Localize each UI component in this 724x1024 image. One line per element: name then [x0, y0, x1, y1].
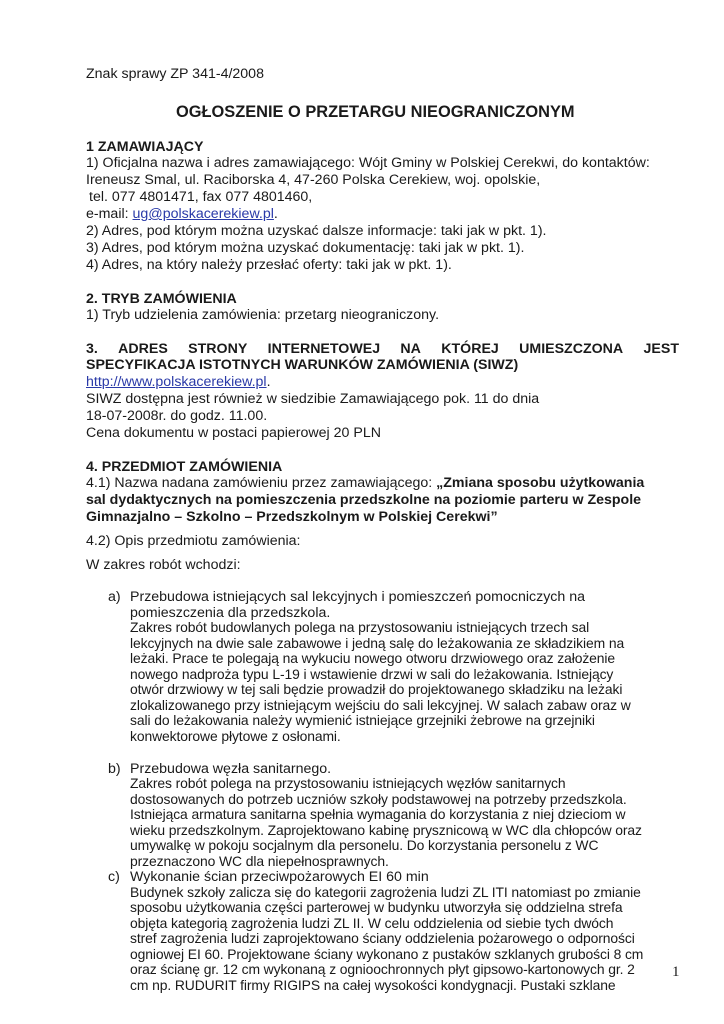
- email-suffix: .: [273, 206, 278, 222]
- s4-name-line-3: Gimnazjalno – Szkolno – Przedszkolnym w Polskiej Cerekwi”: [86, 509, 498, 525]
- case-number: Znak sprawy ZP 341-4/2008: [86, 66, 264, 82]
- section-3-heading-2: SPECYFIKACJA ISTOTNYCH WARUNKÓW ZAMÓWIENIA (SIWZ): [86, 357, 519, 373]
- item-b-desc-3: Istniejąca armatura sanitarna spełnia wymagania do korzystania z niej dzieciom w: [130, 806, 626, 822]
- email-label: e-mail:: [86, 206, 133, 222]
- email-link[interactable]: ug@polskacerekiew.pl: [132, 206, 274, 222]
- item-c-desc-6: oraz ścianę gr. 12 cm wykonaną z ognioochronnych płyt gipsowo-kartonowych gr. 2: [130, 961, 635, 977]
- item-c-desc-1: Budynek szkoły zalicza się do kategorii zagrożenia ludzi ZL ITI natomiast po zmianie: [130, 884, 641, 900]
- s1-line-6: 3) Adres, pod którym można uzyskać dokumentację: taki jak w pkt. 1).: [86, 240, 525, 256]
- item-a-desc-5: otwór drzwiowy w tej sali będzie prowadził do projektowanego składziku na leżaki: [130, 681, 623, 697]
- item-a-desc-8: konwektorowe płytowe z osłonami.: [130, 728, 341, 744]
- s4-name-prefix: 4.1) Nazwa nadana zamówieniu przez zamawiającego:: [86, 475, 437, 491]
- s4-name-line-2: sal dydaktycznych na pomieszczenia przedszkolne na poziomie parteru w Zespole: [86, 492, 642, 508]
- item-a-desc-2: lekcyjnych na dwie sale zabawowe i jedną salę do leżakowania ze składzikiem na: [130, 635, 625, 651]
- s3-word: KTÓREJ: [441, 341, 499, 357]
- s3-word: JEST: [643, 341, 679, 357]
- s3-word: UMIESZCZONA: [519, 341, 624, 357]
- s1-email-line: [86, 206, 278, 223]
- item-b-desc-2: dostosowanych do potrzeb uczniów szkoły podstawowej na potrzeby przedszkola.: [130, 791, 627, 807]
- s3-link-line: [86, 374, 271, 391]
- s4-desc-heading: 4.2) Opis przedmiotu zamówienia:: [86, 533, 301, 549]
- list-marker-c: c): [108, 869, 120, 885]
- item-b-desc-6: przeznaczono WC dla niepełnosprawnych.: [130, 853, 389, 869]
- website-link[interactable]: http://www.polskacerekiew.pl: [86, 374, 267, 390]
- item-a-desc-1: Zakres robót budowlanych polega na przystosowaniu istniejących trzech sal: [130, 619, 590, 635]
- link-suffix: .: [266, 374, 271, 390]
- page-number: 1: [672, 964, 680, 980]
- s4-name-line-1: [86, 475, 644, 492]
- s1-line-7: 4) Adres, na który należy przesłać oferty: taki jak w pkt. 1).: [86, 257, 452, 273]
- item-c-desc-5: ogniowej EI 60. Projektowane ściany wykonano z pustaków szklanych grubości 8 cm: [130, 946, 644, 962]
- s1-line-5: 2) Adres, pod którym można uzyskać dalsze informacje: taki jak w pkt. 1).: [86, 223, 547, 239]
- s4-name-title: „Zmiana sposobu użytkowania: [436, 475, 645, 491]
- s1-line-3: tel. 077 4801471, fax 077 4801460,: [89, 189, 313, 205]
- page-title: OGŁOSZENIE O PRZETARGU NIEOGRANICZONYM: [176, 103, 575, 121]
- item-c-desc-4: stref zagrożenia ludzi zaprojektowano ściany oddzielenia pożarowego o odporności: [130, 930, 635, 946]
- item-a-desc-4: nowego nadproża typu L-19 i wstawienie drzwi w sali do leżakowania. Istniejący: [130, 666, 614, 682]
- item-a-desc-3: leżaki. Prace te polegają na wykuciu nowego otworu drzwiowego oraz założenie: [130, 650, 616, 666]
- s4-scope-intro: W zakres robót wchodzi:: [86, 557, 241, 573]
- item-a-title-1: Przebudowa istniejących sal lekcyjnych i pomieszczeń pomocniczych na: [130, 589, 585, 605]
- item-b-desc-5: umywalkę w pokoju socjalnym dla personelu. Do korzystania personelu z WC: [130, 837, 599, 853]
- s3-word: 3.: [86, 341, 98, 357]
- s2-line-1: 1) Tryb udzielenia zamówienia: przetarg nieograniczony.: [86, 307, 440, 323]
- list-marker-a: a): [108, 589, 121, 605]
- s3-line-3: Cena dokumentu w postaci papierowej 20 PLN: [86, 425, 381, 441]
- s3-line-1: SIWZ dostępna jest również w siedzibie Zamawiającego pok. 11 do dnia: [86, 391, 540, 407]
- item-a-title-2: pomieszczenia dla przedszkola.: [130, 605, 331, 621]
- item-a-desc-6: zlokalizowanego przy istniejącym wejściu do sali lekcyjnej. W salach zabaw oraz w: [130, 697, 631, 713]
- item-c-title: Wykonanie ścian przeciwpożarowych EI 60 min: [130, 869, 429, 885]
- s3-word: NA: [400, 341, 421, 357]
- s1-line-2: Ireneusz Smal, ul. Raciborska 4, 47-260 Polska Cerekiew, woj. opolskie,: [86, 172, 541, 188]
- item-b-title: Przebudowa węzła sanitarnego.: [130, 761, 332, 777]
- section-3-heading: [86, 341, 679, 358]
- s3-word: ADRES: [118, 341, 168, 357]
- section-1-heading: 1 ZAMAWIAJĄCY: [86, 139, 204, 155]
- s3-word: STRONY: [188, 341, 248, 357]
- section-4-heading: 4. PRZEDMIOT ZAMÓWIENIA: [86, 459, 283, 475]
- s3-line-2: 18-07-2008r. do godz. 11.00.: [86, 408, 268, 424]
- item-c-desc-2: sposobu użytkowania części parterowej w budynku utworzyła się oddzielna strefa: [130, 899, 623, 915]
- item-c-desc-3: objęta kategorią zagrożenia ludzi ZL II. W celu oddzielenia od siebie tych dwóch: [130, 915, 614, 931]
- list-marker-b: b): [108, 761, 121, 777]
- item-b-desc-4: wieku przedszkolnym. Zaprojektowano kabinę prysznicową w WC dla chłopców oraz: [130, 822, 642, 838]
- item-b-desc-1: Zakres robót polega na przystosowaniu istniejących węzłów sanitarnych: [130, 775, 566, 791]
- section-2-heading: 2. TRYB ZAMÓWIENIA: [86, 291, 237, 307]
- item-a-desc-7: sali do leżakowania należy wymienić istniejące grzejniki żebrowe na grzejniki: [130, 712, 595, 728]
- item-c-desc-7: cm np. RUDURIT firmy RIGIPS na całej wysokości kondygnacji. Pustaki szklane: [130, 977, 616, 993]
- s1-line-1: 1) Oficjalna nazwa i adres zamawiającego: Wójt Gminy w Polskiej Cerekwi, do kontaktów:: [86, 155, 650, 171]
- s3-word: INTERNETOWEJ: [267, 341, 381, 357]
